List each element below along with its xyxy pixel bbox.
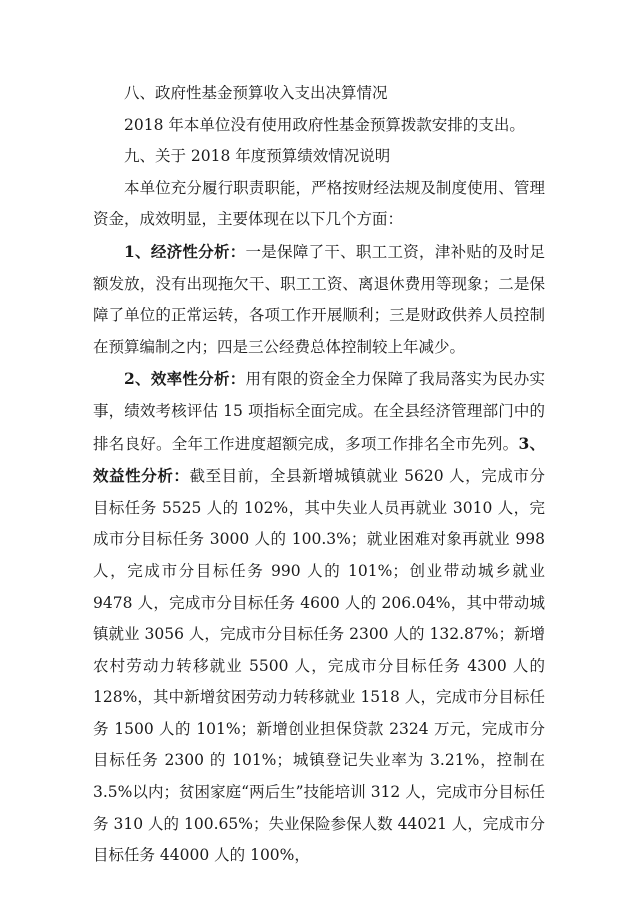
section-8-text: 2018 年本单位没有使用政府性基金预算拨款安排的支出。 xyxy=(124,115,525,134)
item-economy-label: 1、经济性分析： xyxy=(124,241,246,261)
item-benefit-label: 3、效益性分析： xyxy=(93,433,545,486)
item-economy-paragraph xyxy=(93,236,545,363)
item-efficiency-text: 用有限的资金全力保障了我局落实为民办实事，绩效考核评估 15 项指标全面完成。在全县经济管理部门中的排名良好。全年工作进度超额完成，多项工作排名全市先列。 xyxy=(93,370,545,453)
item-efficiency-label: 2、效率性分析： xyxy=(124,369,246,389)
section-9-intro: 本单位充分履行职责职能，严格按财经法规及制度使用、管理资金，成效明显，主要体现在以下几个方面： xyxy=(93,178,545,229)
section-9-heading: 九、关于 2018 年度预算绩效情况说明 xyxy=(124,147,391,166)
item-benefit-text: 截至目前，全县新增城镇就业 5620 人，完成市分目标任务 5525 人的 102%，其中失业人员再就业 3010 人，完成市分目标任务 3000 人的 100.3%；就业困难对象再就业 998 人，完成市分目标任务 990 人的 101%；创业带动城乡就业 9478 人，完成市分目标任务 4600 人的 206.04%，其中带动城镇就业 3056 人，完成市分目标任务 2300 人的 132.87%；新增农村劳动力转移就业 5500 人，完成市分目标任务 4300 人的 128%，其中新增贫困劳动力转移就业 1518 人，完成市分目标任务 1500 人的 101%；新增创业担保贷款 2324 万元，完成市分目标任务 2300 的 101%；城镇登记失业率为 3.21%，控制在 3.5%以内；贫困家庭“两后生”技能培训 312 人，完成市分目标任务 310 人的 100.65%；失业保险参保人数 44021 人，完成市分目标任务 44000 人的 100%， xyxy=(93,467,545,865)
item-efficiency-paragraph xyxy=(93,363,545,872)
document-body xyxy=(93,78,545,872)
section-8-heading: 八、政府性基金预算收入支出决算情况 xyxy=(124,84,388,102)
item-economy-text: 一是保障了干、职工工资，津补贴的及时足额发放，没有出现拖欠干、职工工资、离退休费用等现象；二是保障了单位的正常运转，各项工作开展顺利；三是财政供养人员控制在预算编制之内；四是三公经费总体控制较上年减少。 xyxy=(93,242,545,356)
